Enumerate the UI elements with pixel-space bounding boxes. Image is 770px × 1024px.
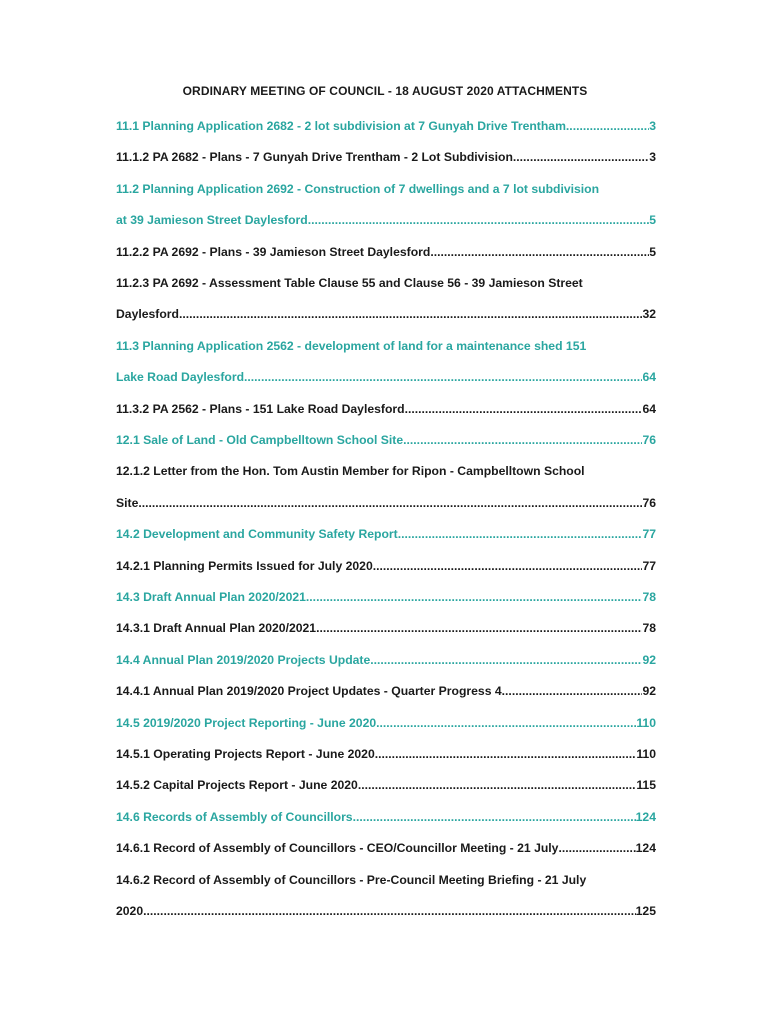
toc-page-number: 125 [635, 904, 656, 918]
toc-leader-dots [370, 652, 642, 668]
toc-entry-text: 14.2 Development and Community Safety Report [116, 527, 398, 542]
toc-leader-dots [244, 369, 642, 385]
toc-entry-text: 11.1 Planning Application 2682 - 2 lot subdivision at 7 Gunyah Drive Trentham [116, 119, 566, 133]
toc-entry [116, 777, 656, 793]
toc-entry[interactable] [116, 589, 656, 605]
toc-entry-text: at 39 Jamieson Street Daylesford [116, 213, 308, 228]
toc-entry-text: 14.6 Records of Assembly of Councillors [116, 809, 353, 824]
toc-leader-dots [373, 558, 643, 574]
toc-leader-dots [143, 903, 636, 919]
toc-entry-text: 11.3.2 PA 2562 - Plans - 151 Lake Road Daylesford [116, 401, 405, 416]
toc-page-number: 77 [642, 527, 656, 542]
toc-leader-dots [316, 620, 642, 636]
toc-entry [116, 495, 656, 511]
toc-entry-text: 12.1 Sale of Land - Old Campbelltown School Site [116, 433, 404, 447]
toc-entry[interactable] [116, 652, 656, 668]
toc-leader-dots [375, 746, 637, 762]
toc-page-number: 92 [642, 684, 656, 699]
toc-page-number: 92 [642, 652, 656, 667]
toc-leader-dots [308, 212, 650, 228]
toc-entry-text: 14.5.2 Capital Projects Report - June 2020 [116, 778, 358, 793]
toc-entry[interactable] [116, 369, 656, 385]
toc-page-number: 3 [649, 150, 656, 165]
toc-leader-dots [358, 777, 637, 793]
toc-page-number: 5 [649, 244, 656, 259]
toc-entry[interactable] [116, 338, 656, 354]
toc-page-number: 78 [642, 590, 656, 604]
toc-entry[interactable] [116, 118, 656, 134]
toc-page-number: 77 [642, 558, 656, 573]
toc-leader-dots [398, 526, 643, 542]
toc-entry [116, 840, 656, 856]
toc-entry[interactable] [116, 181, 656, 197]
toc-page-number: 110 [636, 715, 656, 730]
toc-page-number: 5 [649, 213, 656, 228]
toc-entry[interactable] [116, 212, 656, 228]
toc-entry-text: 14.2.1 Planning Permits Issued for July 2020 [116, 558, 373, 573]
toc-entry [116, 746, 656, 762]
toc-leader-dots [513, 149, 649, 165]
toc-entry[interactable] [116, 715, 656, 731]
toc-leader-dots [502, 683, 643, 699]
toc-leader-dots [430, 244, 649, 260]
toc-entry-text: 12.1.2 Letter from the Hon. Tom Austin Member for Ripon - Campbelltown School [116, 464, 585, 479]
toc-entry-text: 14.6.1 Record of Assembly of Councillors - CEO/Councillor Meeting - 21 July [116, 841, 559, 856]
toc-leader-dots [403, 432, 642, 448]
toc-page-number: 76 [642, 433, 656, 447]
toc-entry [116, 401, 656, 417]
toc-entry-text: 11.3 Planning Application 2562 - development of land for a maintenance shed 151 [116, 338, 587, 353]
toc-entry [116, 149, 656, 165]
toc-entry [116, 620, 656, 636]
toc-leader-dots [306, 589, 643, 605]
toc-entry [116, 903, 656, 919]
toc-page-number: 3 [649, 119, 656, 133]
toc-entry [116, 275, 656, 291]
toc-entry-text: 14.3.1 Draft Annual Plan 2020/2021 [116, 621, 317, 636]
toc-leader-dots [405, 401, 643, 417]
toc-page-number: 76 [642, 495, 656, 510]
toc-entry [116, 872, 656, 888]
toc-entry[interactable] [116, 526, 656, 542]
toc-entry [116, 463, 656, 479]
toc-leader-dots [376, 715, 636, 731]
toc-page-number: 124 [635, 809, 656, 824]
toc-entry [116, 558, 656, 574]
toc-entry [116, 244, 656, 260]
toc-entry [116, 683, 656, 699]
toc-entry-text: Lake Road Daylesford [116, 370, 245, 385]
toc-page-number: 110 [636, 747, 656, 761]
toc-page-number: 32 [642, 307, 656, 322]
toc-entry[interactable] [116, 432, 656, 448]
toc-leader-dots [558, 840, 635, 856]
toc-entry-text: 14.5.1 Operating Projects Report - June 2020 [116, 747, 375, 761]
toc-entry[interactable] [116, 809, 656, 825]
toc-entry-text: Daylesford [116, 307, 179, 322]
toc-entry [116, 306, 656, 322]
toc-leader-dots [138, 495, 642, 511]
toc-page-number: 124 [635, 841, 656, 856]
toc-leader-dots [353, 809, 636, 825]
toc-entry-text: 11.2.3 PA 2692 - Assessment Table Clause 55 and Clause 56 - 39 Jamieson Street [116, 276, 583, 290]
toc-entry-text: 14.4.1 Annual Plan 2019/2020 Project Updates - Quarter Progress 4 [116, 684, 502, 699]
toc-page-number: 64 [642, 370, 656, 385]
toc-entry-text: Site [116, 495, 139, 510]
toc-entry-text: 14.5 2019/2020 Project Reporting - June 2020 [116, 715, 377, 730]
toc-entry-text: 2020 [116, 904, 144, 918]
toc-leader-dots [566, 118, 649, 134]
toc-entry-text: 11.1.2 PA 2682 - Plans - 7 Gunyah Drive Trentham - 2 Lot Subdivision [116, 150, 513, 165]
document-title: ORDINARY MEETING OF COUNCIL - 18 AUGUST 2020 ATTACHMENTS [182, 84, 588, 98]
toc-page-number: 78 [642, 621, 656, 636]
toc-entry-text: 11.2.2 PA 2692 - Plans - 39 Jamieson Street Daylesford [116, 244, 431, 259]
toc-page-number: 115 [636, 778, 656, 793]
toc-page-number: 64 [642, 401, 656, 416]
toc-entry-text: 14.6.2 Record of Assembly of Councillors - Pre-Council Meeting Briefing - 21 July [116, 872, 587, 887]
toc-leader-dots [179, 306, 642, 322]
toc-entry-text: 14.3 Draft Annual Plan 2020/2021 [116, 590, 306, 604]
toc-entry-text: 14.4 Annual Plan 2019/2020 Projects Update [116, 652, 371, 667]
toc-entry-text: 11.2 Planning Application 2692 - Construction of 7 dwellings and a 7 lot subdivision [116, 181, 600, 196]
